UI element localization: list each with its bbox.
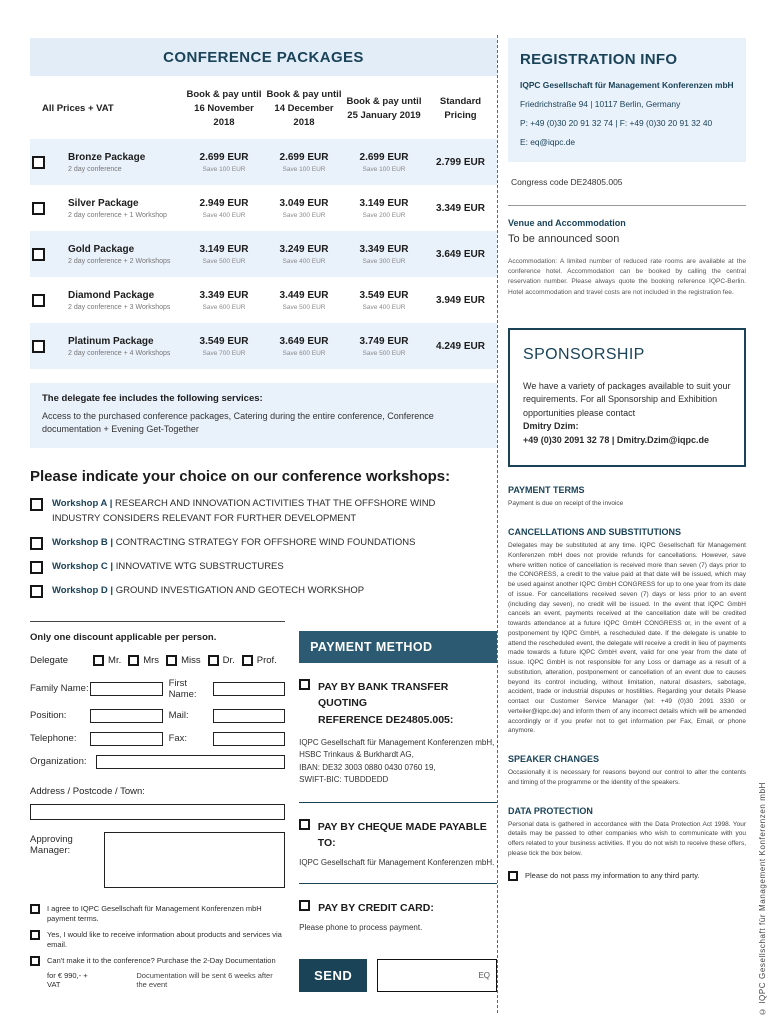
workshop-d-checkbox[interactable] xyxy=(30,585,43,598)
package-desc: 2 day conference + 3 Workshops xyxy=(68,303,171,311)
package-name: Diamond Package xyxy=(68,289,155,301)
price: 3.749 EUR xyxy=(359,335,409,347)
price: 3.649 EUR xyxy=(279,335,329,347)
delegate-fee-box xyxy=(30,383,497,448)
payment-divider xyxy=(299,802,497,803)
price: 3.349 EUR xyxy=(199,289,249,301)
bank-line: HSBC Trinkaus & Burkhardt AG, xyxy=(299,750,414,760)
cheque-option xyxy=(299,819,497,869)
workshop-c-checkbox[interactable] xyxy=(30,561,43,574)
payment-method-section xyxy=(299,631,497,993)
cancellations-body: Delegates may be substituted at any time. IQPC Gesellschaft für Management Konferenzen mbH does not provide refunds for cancellations. However, save where written notice of cancellation is received more than seven (7) days prior to the CONGRESS, a credit to the value paid at that date will be issued, which may be used against another IQPC GmbH CONGRESS for up to one year from its date of issue. For cancellations received seven (7) days or less prior to an event (including day seven), no credit will be issued. In the event that IQPC GmbH cancels an event, payments received at the cancellation date will be credited towards attendance at a future IQPC GmbH CONGRESS or, in the event of a postponement by IQPC GmbH, a rescheduled date. If the delegate is unable to attend the rescheduled event, the delegate will receive a credit in lieu of payments made towards a future IQPC GmbH event, valid for one year from the date of issue. IQPC GmbH is not responsible for any Loss or damage as a result of a substitution, alteration, postponement or cancellation of an event due to causes beyond its control including, without limitation, natural disasters, sabotage, accident, trade or industrial disputes or hostilities. Regarding your details Please contact our Customer Service Manager (tel: +49 (0)30 2091 3330 or verteiler@iqpc.de) and inform them of any incorrect details which will be amended accordingly or if you prefer not to get information per Fax, Email, or phone anymore. xyxy=(508,542,746,735)
payment-terms-body: Payment is due on receipt of the invoice xyxy=(508,500,624,508)
price: 3.549 EUR xyxy=(359,289,409,301)
package-checkbox[interactable] xyxy=(32,294,45,307)
registration-address: Friedrichstraße 94 | 10117 Berlin, Germany xyxy=(520,99,681,109)
title-prof-label: Prof. xyxy=(256,654,277,666)
documentation-price: for € 990,- + VAT xyxy=(47,971,88,990)
package-checkbox[interactable] xyxy=(32,340,45,353)
package-name: Platinum Package xyxy=(68,335,154,347)
standard-price: 3.349 EUR xyxy=(436,202,485,214)
send-reference-field[interactable]: EQ xyxy=(377,959,497,992)
venue-heading: Venue and Accommodation xyxy=(508,218,626,228)
sponsorship-contact-details: +49 (0)30 2091 32 78 | Dmitry.Dzim@iqpc.de xyxy=(523,434,709,445)
payment-terms-text: I agree to IQPC Gesellschaft für Management Konferenzen mbH payment terms. xyxy=(47,903,262,924)
third-party-optout-checkbox[interactable] xyxy=(508,871,518,881)
payment-terms-heading: PAYMENT TERMS xyxy=(508,485,585,496)
save-note: Save 700 EUR xyxy=(202,349,246,357)
delegate-label: Delegate xyxy=(30,654,69,666)
bank-line: IQPC Gesellschaft für Management Konferenzen mbH, xyxy=(299,738,495,748)
workshop-item-a xyxy=(30,497,482,526)
cheque-text: IQPC Gesellschaft für Management Konferenzen mbH. xyxy=(299,858,495,868)
sponsorship-contact-name: Dmitry Dzim: xyxy=(523,421,579,432)
bank-transfer-checkbox[interactable] xyxy=(299,679,310,690)
approving-manager-field[interactable] xyxy=(104,832,285,888)
position-label: Position: xyxy=(30,710,67,722)
price: 3.349 EUR xyxy=(359,243,409,255)
workshop-code: Workshop A | xyxy=(52,498,113,510)
package-checkbox[interactable] xyxy=(32,248,45,261)
price: 3.549 EUR xyxy=(199,335,249,347)
section-divider xyxy=(508,205,746,206)
documentation-delivery-note: Documentation will be sent 6 weeks after the event xyxy=(136,971,273,990)
title-miss-checkbox[interactable] xyxy=(166,655,177,666)
save-note: Save 200 EUR xyxy=(362,211,406,219)
sponsorship-title: SPONSORSHIP xyxy=(523,345,645,363)
workshop-code: Workshop C | xyxy=(52,561,114,573)
column-header: Standard Pricing xyxy=(439,95,482,121)
package-row xyxy=(30,185,497,231)
organization-label: Organization: xyxy=(30,756,87,768)
registration-info-title: REGISTRATION INFO xyxy=(520,51,678,68)
position-field[interactable] xyxy=(90,709,163,723)
first-name-field[interactable] xyxy=(213,682,286,696)
column-header: All Prices + VAT xyxy=(42,102,114,114)
save-note: Save 600 EUR xyxy=(282,349,326,357)
documentation-checkbox[interactable] xyxy=(30,956,40,966)
save-note: Save 100 EUR xyxy=(362,165,406,173)
package-row xyxy=(30,277,497,323)
standard-price: 2.799 EUR xyxy=(436,156,485,168)
package-desc: 2 day conference xyxy=(68,165,122,173)
packages-table xyxy=(30,76,497,369)
bank-transfer-option xyxy=(299,679,497,787)
send-button[interactable]: SEND xyxy=(299,959,367,992)
fee-box-title: The delegate fee includes the following services: xyxy=(42,393,263,405)
registration-phone-fax: P: +49 (0)30 20 91 32 74 | F: +49 (0)30 20 91 32 40 xyxy=(520,118,713,128)
bank-details xyxy=(299,737,497,787)
telephone-label: Telephone: xyxy=(30,733,77,745)
right-column xyxy=(508,38,746,881)
package-desc: 2 day conference + 4 Workshops xyxy=(68,349,171,357)
workshop-item-c xyxy=(30,560,482,574)
data-protection-heading: DATA PROTECTION xyxy=(508,805,593,816)
package-row xyxy=(30,139,497,185)
data-protection-body: Personal data is gathered in accordance with the Data Protection Act 1998. Your details may be passed to other companies who wish to communicate with you offers related to your business activities. If you do not wish to receive these offers, please tick the box below. xyxy=(508,820,746,857)
organization-field[interactable] xyxy=(96,755,285,769)
price: 3.449 EUR xyxy=(279,289,329,301)
venue-status: To be announced soon xyxy=(508,233,620,245)
fax-label: Fax: xyxy=(168,733,188,745)
standard-price: 4.249 EUR xyxy=(436,340,485,352)
save-note: Save 300 EUR xyxy=(282,211,326,219)
email-optin-checkbox[interactable] xyxy=(30,930,40,940)
workshop-label: GROUND INVESTIGATION AND GEOTECH WORKSHOP xyxy=(113,585,365,597)
left-column xyxy=(30,38,497,992)
column-divider xyxy=(497,35,498,1013)
title-mr-label: Mr. xyxy=(108,654,122,666)
package-desc: 2 day conference + 1 Workshop xyxy=(68,211,167,219)
workshop-item-d xyxy=(30,584,482,598)
approving-manager-label: Approving Manager: xyxy=(30,833,73,856)
workshop-a-checkbox[interactable] xyxy=(30,498,43,511)
discount-note: Only one discount applicable per person. xyxy=(30,631,217,643)
address-block xyxy=(30,781,285,820)
email-optin-text: Yes, I would like to receive information about products and services via email. xyxy=(47,929,282,950)
payment-terms-checkbox[interactable] xyxy=(30,904,40,914)
workshop-code: Workshop B | xyxy=(52,536,114,548)
title-mr-checkbox[interactable] xyxy=(93,655,104,666)
credit-card-option xyxy=(299,900,497,933)
cheque-title: PAY BY CHEQUE MADE PAYABLE TO: xyxy=(317,820,487,850)
title-mrs-checkbox[interactable] xyxy=(128,655,139,666)
registration-email: E: eq@iqpc.de xyxy=(520,137,576,147)
packages-table-body xyxy=(30,139,497,369)
save-note: Save 400 EUR xyxy=(362,303,406,311)
save-note: Save 100 EUR xyxy=(282,165,326,173)
credit-card-text: Please phone to process payment. xyxy=(299,923,423,933)
telephone-field[interactable] xyxy=(90,732,163,746)
price: 2.699 EUR xyxy=(279,151,329,163)
bank-transfer-title-line2: REFERENCE DE24805.005: xyxy=(317,714,454,727)
address-label: Address / Postcode / Town: xyxy=(30,785,145,797)
cheque-checkbox[interactable] xyxy=(299,819,310,830)
bank-transfer-title-line1: PAY BY BANK TRANSFER QUOTING xyxy=(317,680,449,710)
save-note: Save 100 EUR xyxy=(202,165,246,173)
payment-method-header: PAYMENT METHOD xyxy=(299,631,497,663)
family-name-field[interactable] xyxy=(90,682,163,696)
package-desc: 2 day conference + 2 Workshops xyxy=(68,257,171,265)
delegate-title-row xyxy=(30,655,285,666)
package-name: Bronze Package xyxy=(68,151,146,163)
data-protection-optout xyxy=(508,871,746,881)
first-name-label: First Name: xyxy=(168,677,197,700)
credit-card-title: PAY BY CREDIT CARD: xyxy=(318,902,434,915)
price: 2.949 EUR xyxy=(199,197,249,209)
delegate-form xyxy=(30,621,285,993)
bank-line: SWIFT-BIC: TUBDDEDD xyxy=(299,775,389,785)
agreement-checkboxes xyxy=(30,904,285,990)
save-note: Save 400 EUR xyxy=(282,257,326,265)
registration-info-box xyxy=(508,38,746,162)
documentation-price-row xyxy=(47,971,285,989)
registration-company: IQPC Gesellschaft für Management Konferenzen mbH xyxy=(520,80,734,90)
workshop-code: Workshop D | xyxy=(52,585,114,597)
mail-label: Mail: xyxy=(168,710,189,722)
title-mrs-label: Mrs xyxy=(143,654,160,666)
congress-code: Congress code DE24805.005 xyxy=(511,177,623,187)
vertical-copyright: © IQPC Gesellschaft für Management Konferenzen mbH xyxy=(758,781,767,1016)
payment-divider xyxy=(299,883,497,884)
bottom-section xyxy=(30,621,497,993)
accommodation-note: Accommodation: A limited number of reduced rate rooms are available at the conference hotel. Accommodation can be booked by calling the central reservation number. Please always quote the booking reference IQPC-Berlin. Hotel accommodation and travel costs are not included in the registration fee. xyxy=(508,258,746,296)
third-party-optout-text: Please do not pass my information to any third party. xyxy=(525,871,700,881)
title-dr-label: Dr. xyxy=(222,654,235,666)
price: 2.699 EUR xyxy=(199,151,249,163)
column-header: Book & pay until xyxy=(346,95,422,107)
save-note: Save 300 EUR xyxy=(362,257,406,265)
sponsorship-box xyxy=(508,328,746,468)
standard-price: 3.949 EUR xyxy=(436,294,485,306)
bank-line: IBAN: DE32 3003 0880 0430 0760 19, xyxy=(299,762,436,772)
approving-manager-block xyxy=(30,832,285,888)
mail-field[interactable] xyxy=(213,709,286,723)
family-name-label: Family Name: xyxy=(30,683,89,695)
workshop-item-b xyxy=(30,536,482,550)
package-checkbox[interactable] xyxy=(32,202,45,215)
workshops-heading: Please indicate your choice on our conference workshops: xyxy=(30,468,451,486)
save-note: Save 600 EUR xyxy=(202,303,246,311)
cancellations-heading: CANCELLATIONS AND SUBSTITUTIONS xyxy=(508,527,681,538)
standard-price: 3.649 EUR xyxy=(436,248,485,260)
address-field[interactable] xyxy=(30,804,285,820)
price: 2.699 EUR xyxy=(359,151,409,163)
documentation-text: Can't make it to the conference? Purchase the 2-Day Documentation xyxy=(47,955,276,965)
credit-card-checkbox[interactable] xyxy=(299,900,310,911)
package-row xyxy=(30,231,497,277)
price: 3.049 EUR xyxy=(279,197,329,209)
packages-title-band xyxy=(30,38,497,76)
save-note: Save 400 EUR xyxy=(202,211,246,219)
workshop-label: CONTRACTING STRATEGY FOR OFFSHORE WIND FOUNDATIONS xyxy=(113,536,416,548)
speaker-changes-body: Occasionally it is necessary for reasons beyond our control to alter the contents and timing of the programme or the identity of the speakers. xyxy=(508,769,746,786)
title-dr-checkbox[interactable] xyxy=(208,655,219,666)
package-name: Silver Package xyxy=(68,197,139,209)
send-row xyxy=(299,959,497,992)
column-header: Book & pay until xyxy=(186,89,262,100)
fax-field[interactable] xyxy=(213,732,286,746)
workshop-label: RESEARCH AND INNOVATION ACTIVITIES THAT THE OFFSHORE WIND INDUSTRY CONSIDERS RELEVANT FOR FURTHER DEVELOPMENT xyxy=(52,498,436,524)
fee-box-text: Access to the purchased conference packages, Catering during the entire conference, Conference documentation + Evening Get-Together xyxy=(42,411,434,435)
package-name: Gold Package xyxy=(68,243,135,255)
package-checkbox[interactable] xyxy=(32,156,45,169)
package-row xyxy=(30,323,497,369)
save-note: Save 500 EUR xyxy=(362,349,406,357)
workshop-label: INNOVATIVE WTG SUBSTRUCTURES xyxy=(113,561,284,573)
column-header: Book & pay until xyxy=(266,89,342,100)
price: 3.149 EUR xyxy=(359,197,409,209)
sponsorship-text: We have a variety of packages available to suit your requirements. For all Sponsorship and Exhibition opportunities please contact xyxy=(523,380,731,418)
packages-title: CONFERENCE PACKAGES xyxy=(163,49,364,66)
price: 3.149 EUR xyxy=(199,243,249,255)
packages-table-header: All Prices + VAT Book & pay until 16 November 2018 Book & pay until 14 December 2018 Book & pay until 25 January 2019 Standard Pricing xyxy=(30,76,497,139)
workshop-b-checkbox[interactable] xyxy=(30,537,43,550)
speaker-changes-heading: SPEAKER CHANGES xyxy=(508,754,600,765)
price: 3.249 EUR xyxy=(279,243,329,255)
save-note: Save 500 EUR xyxy=(202,257,246,265)
title-miss-label: Miss xyxy=(181,654,201,666)
title-prof-checkbox[interactable] xyxy=(242,655,253,666)
save-note: Save 500 EUR xyxy=(282,303,326,311)
